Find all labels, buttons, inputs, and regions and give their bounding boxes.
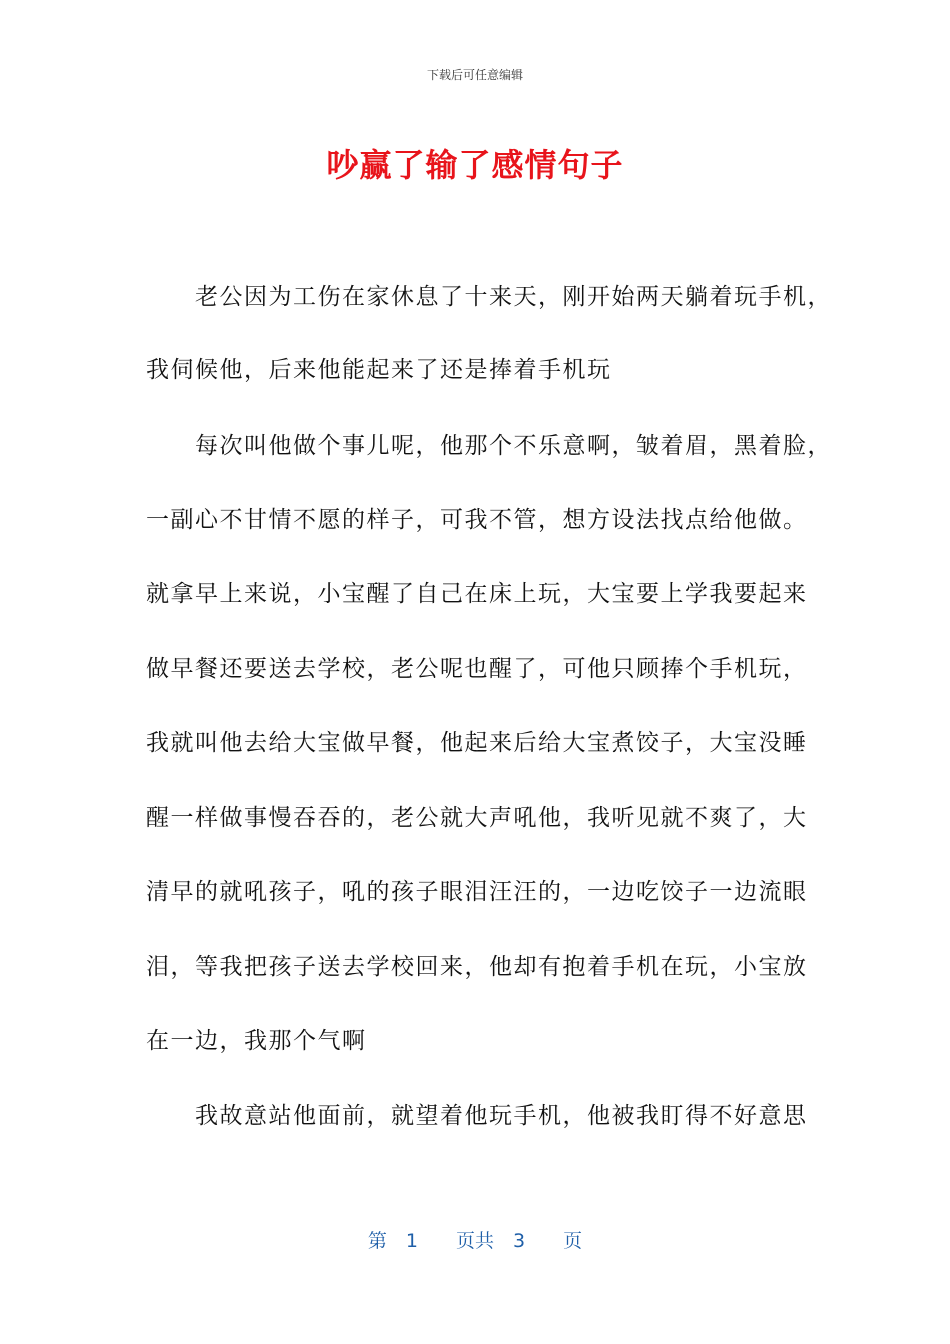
paragraph-line: 我伺候他，后来他能起来了还是捧着手机玩 — [146, 357, 612, 383]
paragraph-line: 醒一样做事慢吞吞的，老公就大声吼他，我听见就不爽了，大 — [146, 805, 808, 831]
paragraph-line: 做早餐还要送去学校，老公呢也醒了，可他只顾捧个手机玩， — [146, 656, 808, 682]
paragraph-line: 我故意站他面前，就望着他玩手机，他被我盯得不好意思 — [146, 1103, 808, 1129]
page-number: 第 1 页共 3 页 — [367, 1230, 583, 1252]
paragraph-line: 清早的就吼孩子，吼的孩子眼泪汪汪的，一边吃饺子一边流眼 — [146, 879, 808, 905]
paragraph-line: 就拿早上来说，小宝醒了自己在床上玩，大宝要上学我要起来 — [146, 581, 808, 607]
document-title: 吵赢了输了感情句子 — [326, 146, 624, 184]
paragraph-line: 每次叫他做个事儿呢，他那个不乐意啊，皱着眉，黑着脸， — [146, 433, 832, 459]
paragraph-line: 在一边，我那个气啊 — [146, 1028, 367, 1054]
paragraph-line: 泪，等我把孩子送去学校回来，他却有抱着手机在玩，小宝放 — [146, 954, 808, 980]
paragraph-line: 一副心不甘情不愿的样子，可我不管，想方设法找点给他做。 — [146, 507, 808, 533]
header-note: 下载后可任意编辑 — [426, 68, 523, 82]
paragraph-line: 我就叫他去给大宝做早餐，他起来后给大宝煮饺子，大宝没睡 — [146, 730, 808, 756]
paragraph-line: 老公因为工伤在家休息了十来天，刚开始两天躺着玩手机， — [146, 284, 832, 310]
